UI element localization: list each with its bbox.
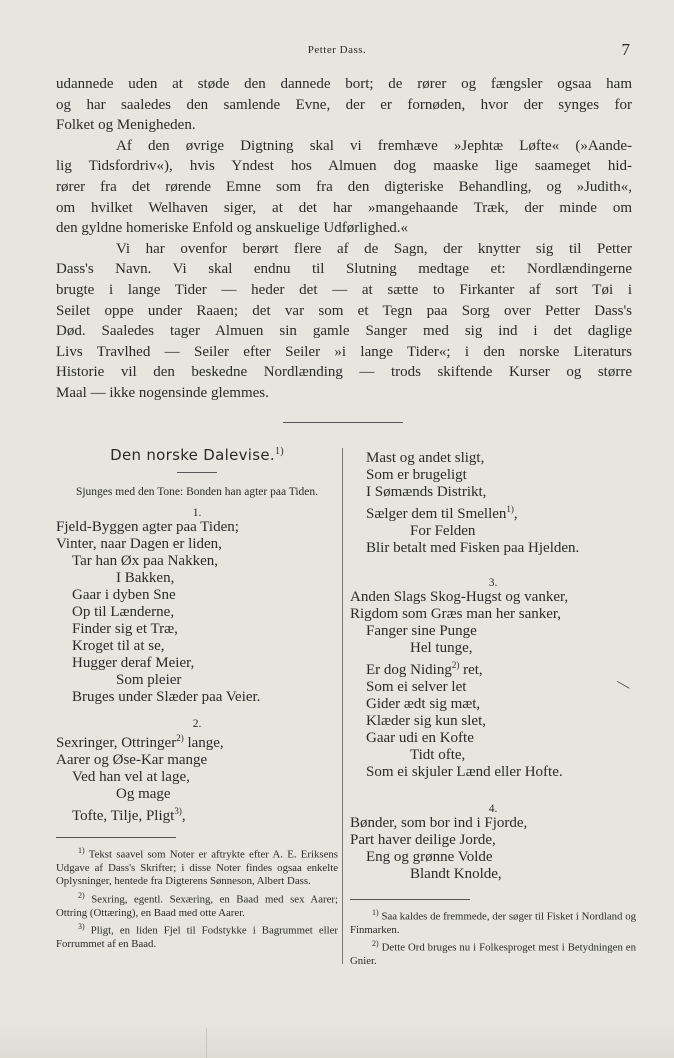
verse-line: Hugger deraf Meier, (72, 655, 195, 671)
song-title (56, 446, 338, 464)
stanza-number: 2. (192, 718, 202, 730)
intro-line: rører fra det rørende Emne som fra den digteriske Behandling, og »Judith«, (56, 178, 632, 195)
verse-line: Hel tunge, (410, 640, 473, 656)
verse-line: Mast og andet sligt, (366, 450, 485, 466)
page-number: 7 (621, 40, 630, 59)
verse-text: Sælger dem til Smellen (366, 506, 507, 522)
verse-line: Vinter, naar Dagen er liden, (56, 536, 222, 552)
page-bottom-shade (0, 1020, 674, 1058)
stanza-3 (350, 589, 636, 781)
verse-line: Som ei skjuler Lænd eller Hofte. (366, 764, 563, 780)
verse-line: Som er brugeligt (366, 467, 467, 483)
footnote-mark: 2) (372, 939, 379, 949)
footnotes-right (350, 906, 636, 969)
section-separator (283, 422, 403, 423)
verse-line: Gider ædt sig mæt, (366, 696, 481, 712)
verse-line: Anden Slags Skog-Hugst og vanker, (350, 589, 569, 605)
song-title-note: 1) (274, 446, 284, 457)
verse-line: Eng og grønne Volde (366, 849, 493, 865)
footnote-text: Saa kaldes de fremmede, der søger til Fisket i Nordland og Finmarken. (350, 910, 636, 936)
stanza-4 (350, 815, 636, 883)
verse-line: Tar han Øx paa Nakken, (72, 553, 218, 569)
footnote-text: Pligt, en liden Fjel til Fodstykke i Bagrummet eller Forrummet af en Baad. (56, 924, 338, 951)
footnote-rule (56, 837, 176, 838)
verse-line: Gaar udi en Kofte (366, 730, 474, 746)
page-fold (206, 1028, 207, 1058)
footnote (56, 889, 338, 920)
verse-line (350, 501, 636, 523)
verse-line: Fjeld-Byggen agter paa Tiden; (56, 519, 239, 535)
stanza-number: 4. (488, 803, 498, 815)
verse-line: Som pleier (116, 672, 182, 688)
intro-line: Seilet oppe under Raaen; det var som et Tegn paa Sorg over Petter Dass's (56, 302, 632, 319)
intro-line: og har saaledes den samlende Evne, der er fornøden, hvor der synges for (56, 96, 632, 113)
verse-line: Ved han vel at lage, (72, 769, 190, 785)
verse-line: Blandt Knolde, (410, 866, 502, 882)
verse-line: Fanger sine Punge (366, 623, 477, 639)
verse-line: I Sømænds Distrikt, (366, 484, 487, 500)
stanza-number: 1. (192, 507, 202, 519)
pencil-mark-icon: — (613, 674, 634, 695)
verse-line: Blir betalt med Fisken paa Hjelden. (366, 540, 580, 556)
intro-line: udannede uden at støde den dannede bort; de rører og fængsler ogsaa ham (56, 76, 632, 92)
verse-text: Tofte, Tilje, Pligt (72, 808, 175, 824)
intro-line: brugte i lange Tider — heder det — at sætte to Firkanter af sort Tøi i (56, 281, 632, 298)
intro-line: Livs Travlhed — Seiler efter Seiler »i lange Tider«; i den norske Literaturs (56, 343, 632, 360)
verse-line: For Felden (410, 523, 476, 539)
verse-line: Aarer og Øse-Kar mange (56, 752, 208, 768)
verse-text: lange, (183, 735, 224, 751)
footnote-mark: 3) (78, 922, 85, 932)
verse-line: Rigdom som Græs man her sanker, (350, 606, 562, 622)
verse-line (56, 730, 338, 752)
verse-line (56, 803, 338, 825)
verse-line: Bønder, som bor ind i Fjorde, (350, 815, 528, 831)
left-column (56, 446, 338, 952)
intro-line: Død. Saaledes tager Almuen sin gamle Sanger med sig ind i det daglige (56, 323, 632, 340)
verse-line: Klæder sig kun slet, (366, 713, 486, 729)
running-head (0, 42, 674, 60)
footnotes-left (56, 844, 338, 952)
intro-line: den gyldne homeriske Enfold og anskuelige Udførlighed.« (56, 220, 409, 237)
verse-line: Part haver deilige Jorde, (350, 832, 496, 848)
intro-line: lig Tidsfordriv«), hvis Yndest hos Almuen dog maaske lige saameget hid- (56, 158, 632, 175)
footnote-mark: 1) (372, 908, 379, 917)
footnote (56, 844, 338, 889)
footnote-ref: 2) (451, 660, 460, 670)
intro-line: Dass's Navn. Vi skal endnu til Slutning medtage et: Nordlændingerne (56, 261, 632, 278)
stanza-number: 3. (488, 577, 498, 589)
footnote (350, 937, 636, 968)
stanza-2 (56, 730, 338, 825)
intro-text (56, 74, 632, 404)
verse-line: Som ei selver let (366, 679, 467, 695)
intro-line: Vi har ovenfor berørt flere af de Sagn, der knytter sig til Petter (116, 240, 632, 257)
intro-line: om hvilket Welhaven siger, at det har »mangehaande Træk, der minde om (56, 199, 632, 216)
footnote-ref: 2) (176, 733, 184, 743)
verse-text: ret, (459, 662, 483, 678)
footnote-rule (350, 899, 470, 900)
footnote (56, 920, 338, 951)
right-column (350, 450, 636, 969)
footnote-mark: 1) (78, 846, 85, 855)
title-rule (177, 472, 217, 473)
stanza-2-continued (350, 450, 636, 557)
footnote (350, 906, 636, 937)
song-title-text: Den norske Dalevise. (110, 446, 275, 464)
footnote-ref: 3) (174, 806, 182, 816)
verse-text: , (181, 808, 186, 824)
footnote-text: Dette Ord bruges nu i Folkesproget mest i Betydningen en Gnier. (350, 942, 637, 968)
intro-line: Folket og Menigheden. (56, 117, 196, 134)
verse-text: , (513, 506, 518, 522)
intro-line: Maal — ikke nogensinde glemmes. (56, 384, 269, 401)
intro-line: Historie vil den beskedne Nordlænding — trods skiftende Kurser og større (56, 364, 632, 381)
verse-line: Tidt ofte, (410, 747, 466, 763)
column-divider (342, 448, 343, 964)
verse-line: Op til Lænderne, (72, 604, 175, 620)
verse-line: Finder sig et Træ, (72, 621, 178, 637)
verse-text: Er dog Niding (366, 662, 452, 678)
verse-text: Sexringer, Ottringer (56, 735, 177, 751)
verse-line: Og mage (116, 786, 171, 802)
tone-note: Sjunges med den Tone: Bonden han agter paa Tiden. (75, 486, 319, 498)
verse-line (350, 657, 636, 679)
stanza-1 (56, 519, 338, 706)
footnote-mark: 2) (78, 890, 85, 900)
verse-line: I Bakken, (116, 570, 175, 586)
footnote-text: Tekst saavel som Noter er aftrykte efter A. E. Eriksens Udgave af Dass's Skrifter; i disse Noter findes ogsaa enkelte Oplysninger, hentede fra Digterens Sønneson, Albert Dass. (56, 848, 338, 888)
footnote-text: Sexring, egentl. Sexæring, en Baad med sex Aarer; Ottring (Ottæring), en Baad med otte Aarer. (56, 893, 338, 919)
verse-line: Kroget til at se, (72, 638, 165, 654)
verse-line: Bruges under Slæder paa Veier. (72, 689, 261, 705)
intro-line: Af den øvrige Digtning skal vi fremhæve »Jephtæ Løfte« (»Aande- (116, 137, 632, 154)
verse-line: Gaar i dyben Sne (72, 587, 176, 603)
footnote-ref: 1) (506, 504, 514, 514)
running-title: Petter Dass. (307, 44, 367, 56)
